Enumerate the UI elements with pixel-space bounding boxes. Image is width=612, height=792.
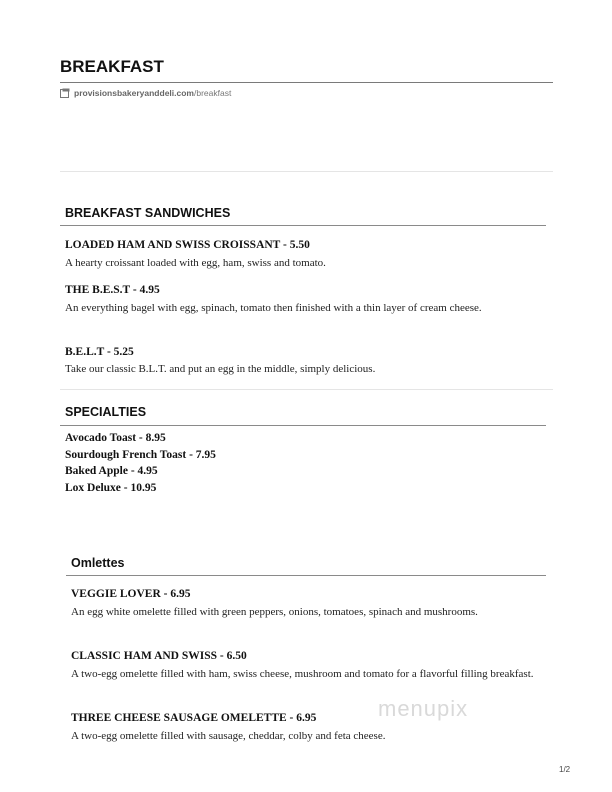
section-heading-specialties: SPECIALTIES (65, 405, 147, 419)
section-rule-specialties (60, 425, 546, 426)
page-number: 1/2 (559, 765, 571, 774)
menu-item-description: Take our classic B.L.T. and put an egg in the middle, simply delicious. (65, 363, 376, 375)
menu-item-description: A two-egg omelette filled with sausage, cheddar, colby and feta cheese. (71, 730, 386, 742)
section-heading-omelettes: Omlettes (71, 556, 125, 570)
watermark: menupix (378, 696, 469, 721)
menu-item-name: B.E.L.T - 5.25 (65, 346, 134, 358)
section-heading-sandwiches: BREAKFAST SANDWICHES (65, 206, 231, 220)
external-link-icon (60, 88, 70, 98)
source-url[interactable] (60, 88, 231, 98)
menu-item-name: THREE CHEESE SAUSAGE OMELETTE - 6.95 (71, 712, 317, 724)
menu-item-name: THE B.E.S.T - 4.95 (65, 284, 160, 296)
section-rule-sandwiches (60, 225, 546, 226)
menu-item-description: A two-egg omelette filled with ham, swiss cheese, mushroom and tomato for a flavorful filling breakfast. (71, 668, 534, 680)
title-divider (60, 82, 553, 83)
menu-item-description: An egg white omelette filled with green peppers, onions, tomatoes, spinach and mushrooms. (71, 606, 478, 618)
source-domain: provisionsbakeryanddeli.com (74, 88, 194, 98)
specialty-item: Avocado Toast - 8.95 (65, 432, 166, 444)
menu-item-description: An everything bagel with egg, spinach, tomato then finished with a thin layer of cream cheese. (65, 302, 482, 314)
specialty-item: Sourdough French Toast - 7.95 (65, 449, 216, 461)
header-separator (60, 171, 553, 172)
page-title: BREAKFAST (60, 57, 164, 76)
menu-item-name: LOADED HAM AND SWISS CROISSANT - 5.50 (65, 239, 310, 251)
specialty-item: Lox Deluxe - 10.95 (65, 482, 157, 494)
source-path: /breakfast (193, 88, 232, 98)
section-separator (60, 389, 553, 390)
menu-item-name: VEGGIE LOVER - 6.95 (71, 588, 191, 600)
menu-item-description: A hearty croissant loaded with egg, ham, swiss and tomato. (65, 257, 326, 269)
menu-item-name: CLASSIC HAM AND SWISS - 6.50 (71, 650, 247, 662)
specialty-item: Baked Apple - 4.95 (65, 465, 158, 477)
section-rule-omelettes (66, 575, 546, 576)
